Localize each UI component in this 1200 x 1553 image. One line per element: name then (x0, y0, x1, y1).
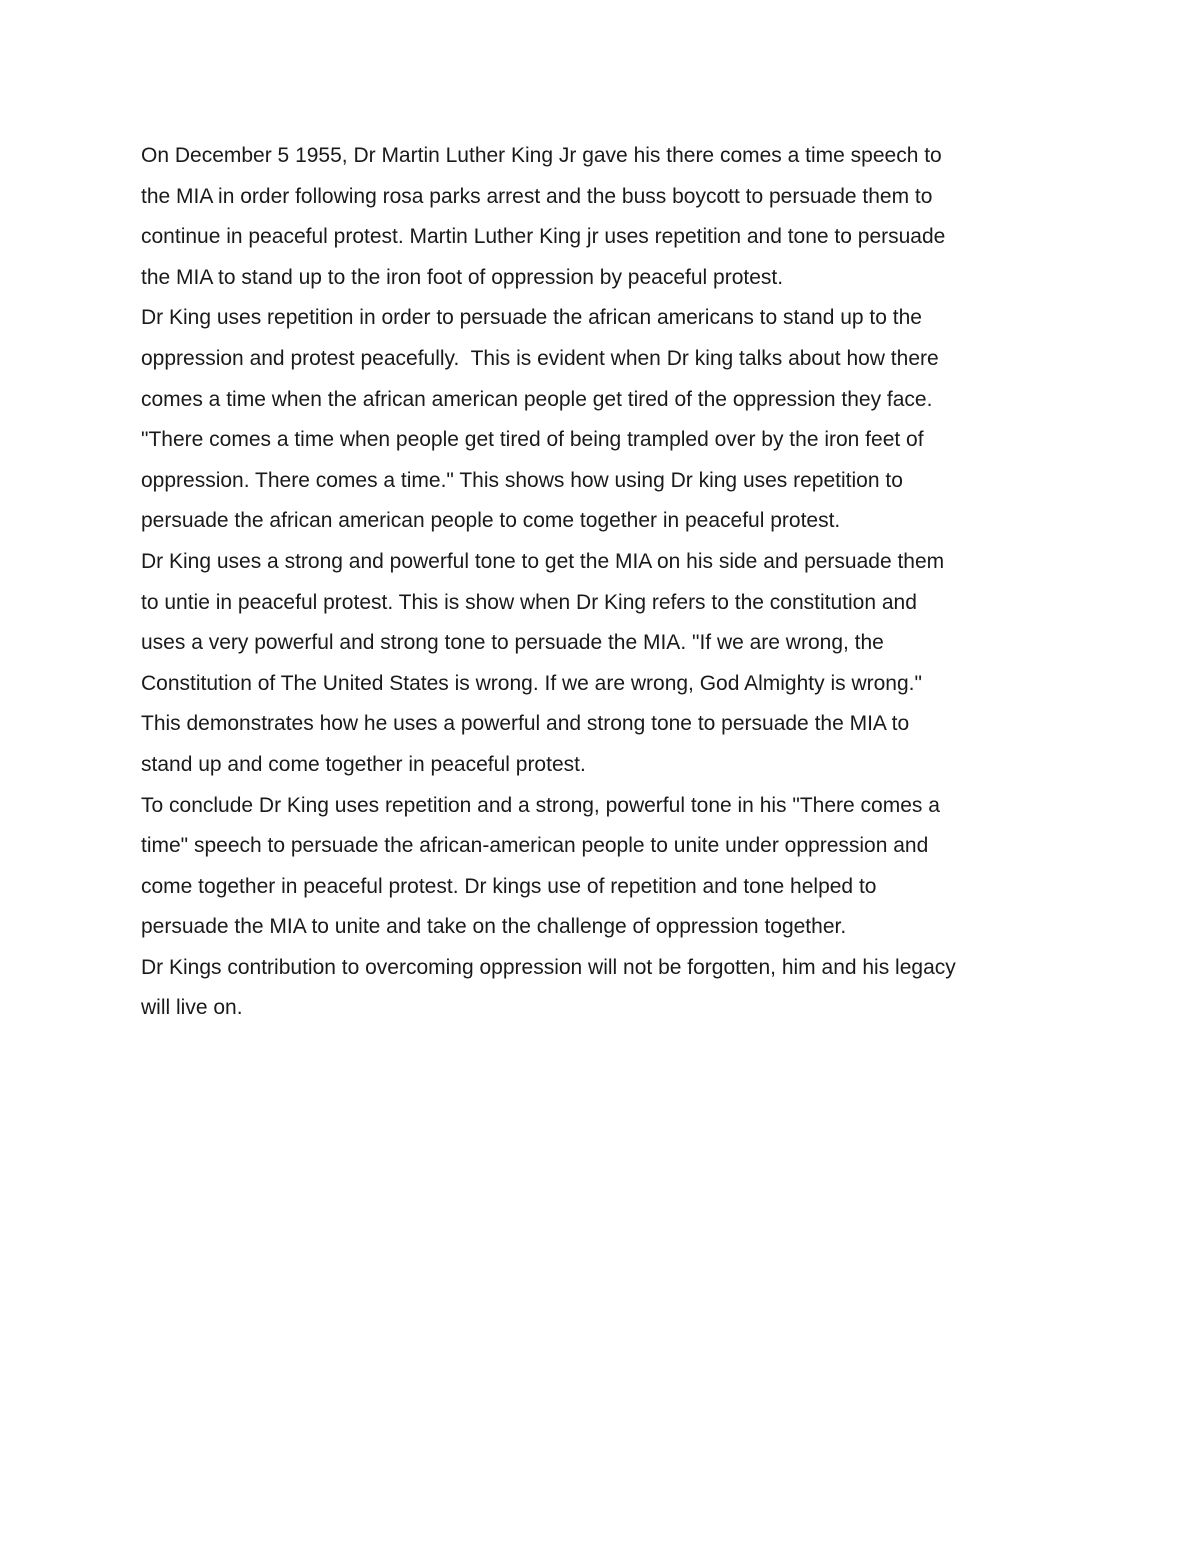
text-line: Dr Kings contribution to overcoming oppression will not be forgotten, him and his legacy (141, 955, 956, 979)
text-line: persuade the MIA to unite and take on the challenge of oppression together. (141, 915, 847, 939)
paragraph-4 (141, 786, 1071, 948)
text-line: comes a time when the african american people get tired of the oppression they face. (141, 387, 933, 411)
paragraph-5 (141, 948, 1071, 1029)
text-line: stand up and come together in peaceful protest. (141, 752, 586, 776)
text-line: the MIA to stand up to the iron foot of oppression by peaceful protest. (141, 265, 784, 289)
text-line: Dr King uses repetition in order to persuade the african americans to stand up to the (141, 306, 922, 330)
text-line: This demonstrates how he uses a powerful and strong tone to persuade the MIA to (141, 712, 910, 736)
text-line: time" speech to persuade the african-american people to unite under oppression and (141, 834, 929, 858)
text-line: to untie in peaceful protest. This is show when Dr King refers to the constitution and (141, 590, 917, 614)
text-line: will live on. (141, 996, 243, 1020)
document-body (141, 136, 1071, 1029)
text-line: oppression and protest peacefully. This is evident when Dr king talks about how there (141, 346, 939, 370)
text-line: To conclude Dr King uses repetition and a strong, powerful tone in his "There comes a (141, 793, 940, 817)
text-line: the MIA in order following rosa parks arrest and the buss boycott to persuade them to (141, 184, 933, 208)
paragraph-3 (141, 542, 1071, 786)
text-line: persuade the african american people to come together in peaceful protest. (141, 509, 841, 533)
text-line: come together in peaceful protest. Dr kings use of repetition and tone helped to (141, 874, 877, 898)
text-line: Constitution of The United States is wrong. If we are wrong, God Almighty is wrong." (141, 671, 922, 695)
paragraph-1 (141, 136, 1071, 298)
text-line: continue in peaceful protest. Martin Luther King jr uses repetition and tone to persuade (141, 225, 946, 249)
text-line: Dr King uses a strong and powerful tone to get the MIA on his side and persuade them (141, 549, 945, 573)
text-line: On December 5 1955, Dr Martin Luther King Jr gave his there comes a time speech to (141, 144, 942, 167)
text-line: "There comes a time when people get tired of being trampled over by the iron feet of (141, 428, 924, 452)
paragraph-2 (141, 298, 1071, 542)
text-line: uses a very powerful and strong tone to persuade the MIA. "If we are wrong, the (141, 631, 884, 655)
text-line: oppression. There comes a time." This shows how using Dr king uses repetition to (141, 468, 903, 492)
